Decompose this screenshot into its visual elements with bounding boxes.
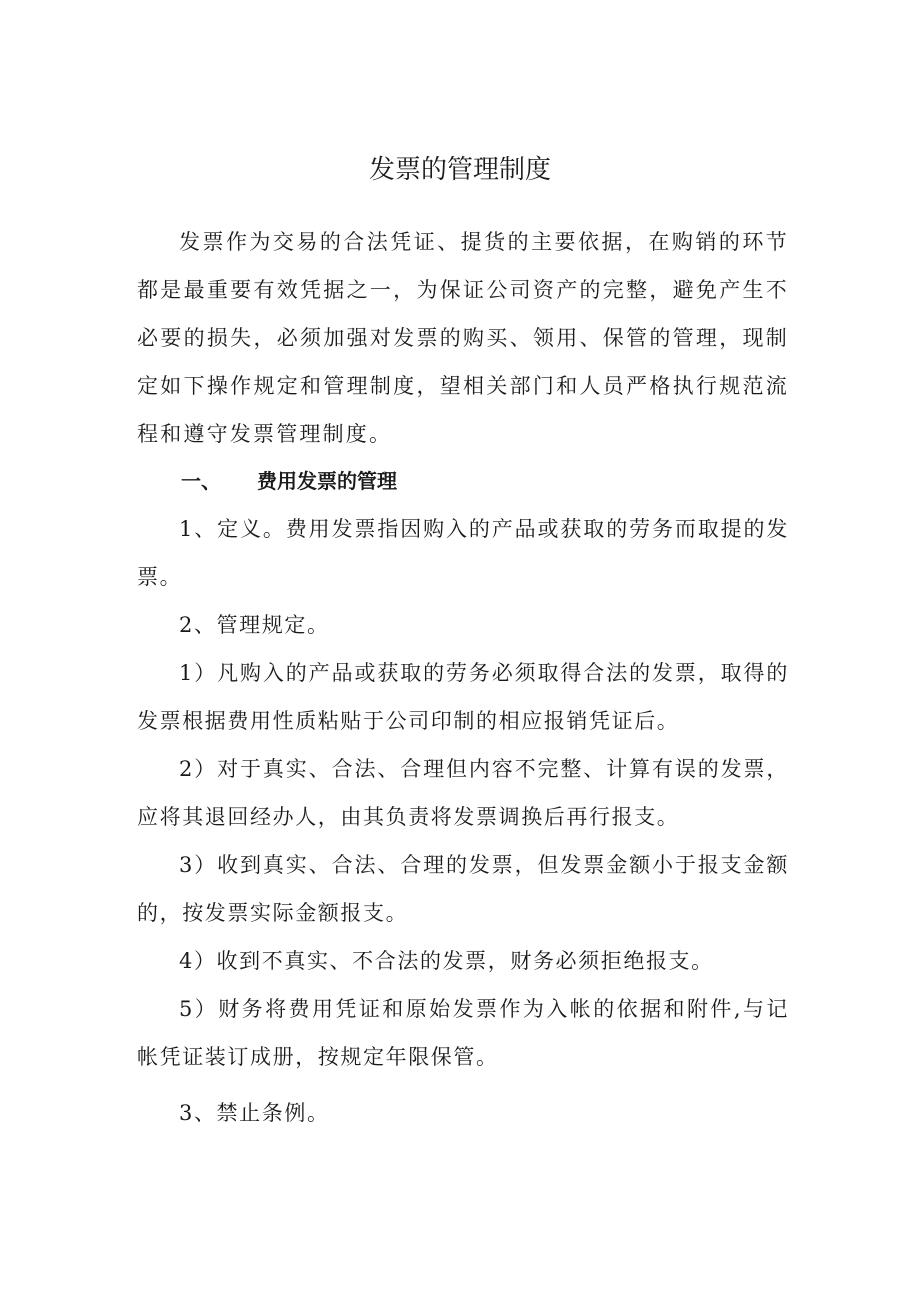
rule-2-paragraph: 2）对于真实、合法、合理但内容不完整、计算有误的发票，应将其退回经办人，由其负责将发票调换后再行报支。 xyxy=(137,757,789,829)
rule-5-block xyxy=(137,985,789,1081)
definition-block xyxy=(137,505,789,601)
rule-4-block xyxy=(137,937,789,985)
rules-title-paragraph: 2、管理规定。 xyxy=(179,613,330,637)
rule-3-block xyxy=(137,841,789,937)
rule-2-block xyxy=(137,745,789,841)
section-heading-text: 费用发票的管理 xyxy=(257,469,397,493)
rule-1-block xyxy=(137,649,789,745)
intro-section xyxy=(137,218,789,458)
rule-5-paragraph: 5）财务将费用凭证和原始发票作为入帐的依据和附件,与记帐凭证装订成册，按规定年限保管。 xyxy=(137,997,789,1069)
intro-paragraph: 发票作为交易的合法凭证、提货的主要依据，在购销的环节都是最重要有效凭据之一，为保证公司资产的完整，避免产生不必要的损失，必须加强对发票的购买、领用、保管的管理，现制定如下操作规定和管理制度，望相关部门和人员严格执行规范流程和遵守发票管理制度。 xyxy=(137,230,789,446)
rules-title-block xyxy=(137,601,789,649)
prohibitions-title-paragraph: 3、禁止条例。 xyxy=(179,1101,330,1125)
rule-3-paragraph: 3）收到真实、合法、合理的发票，但发票金额小于报支金额的，按发票实际金额报支。 xyxy=(137,853,789,925)
definition-paragraph: 1、定义。费用发票指因购入的产品或获取的劳务而取提的发票。 xyxy=(137,517,789,589)
prohibitions-title-block xyxy=(137,1089,789,1137)
section-number: 一、 xyxy=(181,469,221,493)
rule-4-paragraph: 4）收到不真实、不合法的发票，财务必须拒绝报支。 xyxy=(179,949,714,973)
document-title: 发票的管理制度 xyxy=(368,155,551,185)
rule-1-paragraph: 1）凡购入的产品或获取的劳务必须取得合法的发票，取得的发票根据费用性质粘贴于公司印制的相应报销凭证后。 xyxy=(137,661,789,733)
section-heading xyxy=(181,457,397,505)
